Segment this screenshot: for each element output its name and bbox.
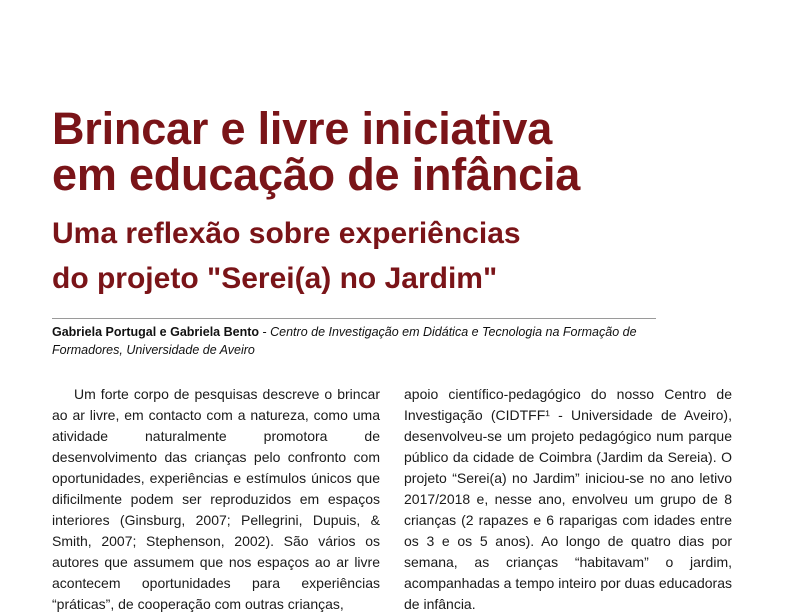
article-title-line-2: em educação de infância	[52, 149, 581, 200]
body-paragraph-right: apoio científico-pedagógico do nosso Centro de Investigação (CIDTFF¹ - Universidade de Aveiro), desenvolveu-se um projeto pedagógico num parque público da cidade de Coimbra (Jardim da Sereia). O projeto “Serei(a) no Jardim” iniciou-se no ano letivo 2017/2018 e, nesse ano, envolveu um grupo de 8 crianças (2 rapazes e 6 raparigas com idades entre os 3 e os 5 anos). Ao longo de quatro dias por semana, as crianças “habitavam” o jardim, acompanhadas a tempo inteiro por duas educadoras de infância.	[404, 386, 732, 612]
article-subtitle-line-2: do projeto "Serei(a) no Jardim"	[52, 262, 498, 295]
article-subtitle-line-1: Uma reflexão sobre experiências	[52, 217, 521, 250]
byline-separator: -	[259, 325, 271, 339]
body-column-right	[404, 384, 732, 615]
divider-rule	[52, 318, 656, 319]
article-subtitle	[52, 211, 772, 301]
article-title	[52, 103, 772, 200]
body-paragraph-left: Um forte corpo de pesquisas descreve o brincar ao ar livre, em contacto com a natureza, como uma atividade naturalmente promotora de desenvolvimento das crianças pelo confronto com oportunidades, experiências e estímulos únicos que dificilmente podem ser reproduzidos em espaços interiores (Ginsburg, 2007; Pellegrini, Dupuis, & Smith, 2007; Stephenson, 2002). São vários os autores que assumem que nos espaços ao ar livre acontecem oportunidades para experiências “práticas”, de cooperação com outras crianças,	[52, 386, 380, 612]
author-affiliation: Centro de Investigação em Didática e Tecnologia na Formação de Formadores, Universidade de Aveiro	[52, 325, 637, 357]
author-names: Gabriela Portugal e Gabriela Bento	[52, 325, 260, 339]
author-byline	[52, 323, 672, 359]
body-column-left	[52, 384, 380, 615]
article-title-line-1: Brincar e livre iniciativa	[52, 103, 553, 154]
